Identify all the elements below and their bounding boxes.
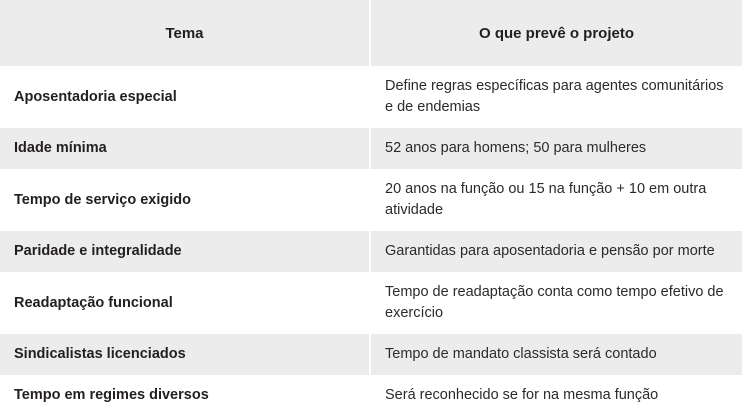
cell-theme: Paridade e integralidade [0,231,370,272]
cell-theme: Readaptação funcional [0,272,370,334]
cell-theme: Aposentadoria especial [0,66,370,128]
cell-description: Garantidas para aposentadoria e pensão por morte [370,231,742,272]
cell-theme: Sindicalistas licenciados [0,334,370,375]
cell-description: 52 anos para homens; 50 para mulheres [370,128,742,169]
table-body [0,66,742,416]
table-row [0,272,742,334]
table-row [0,375,742,416]
cell-theme: Idade mínima [0,128,370,169]
cell-theme: Tempo em regimes diversos [0,375,370,416]
cell-description: Será reconhecido se for na mesma função [370,375,742,416]
table-header [0,0,742,66]
cell-theme: Tempo de serviço exigido [0,169,370,231]
cell-description: Define regras específicas para agentes comunitários e de endemias [370,66,742,128]
cell-description: 20 anos na função ou 15 na função + 10 em outra atividade [370,169,742,231]
table-header-row [0,0,742,66]
table-row [0,128,742,169]
column-header-theme: Tema [0,0,370,66]
table-row [0,169,742,231]
cell-description: Tempo de mandato classista será contado [370,334,742,375]
table-row [0,66,742,128]
cell-description: Tempo de readaptação conta como tempo efetivo de exercício [370,272,742,334]
table-row [0,334,742,375]
table-row [0,231,742,272]
column-header-description: O que prevê o projeto [478,24,635,42]
